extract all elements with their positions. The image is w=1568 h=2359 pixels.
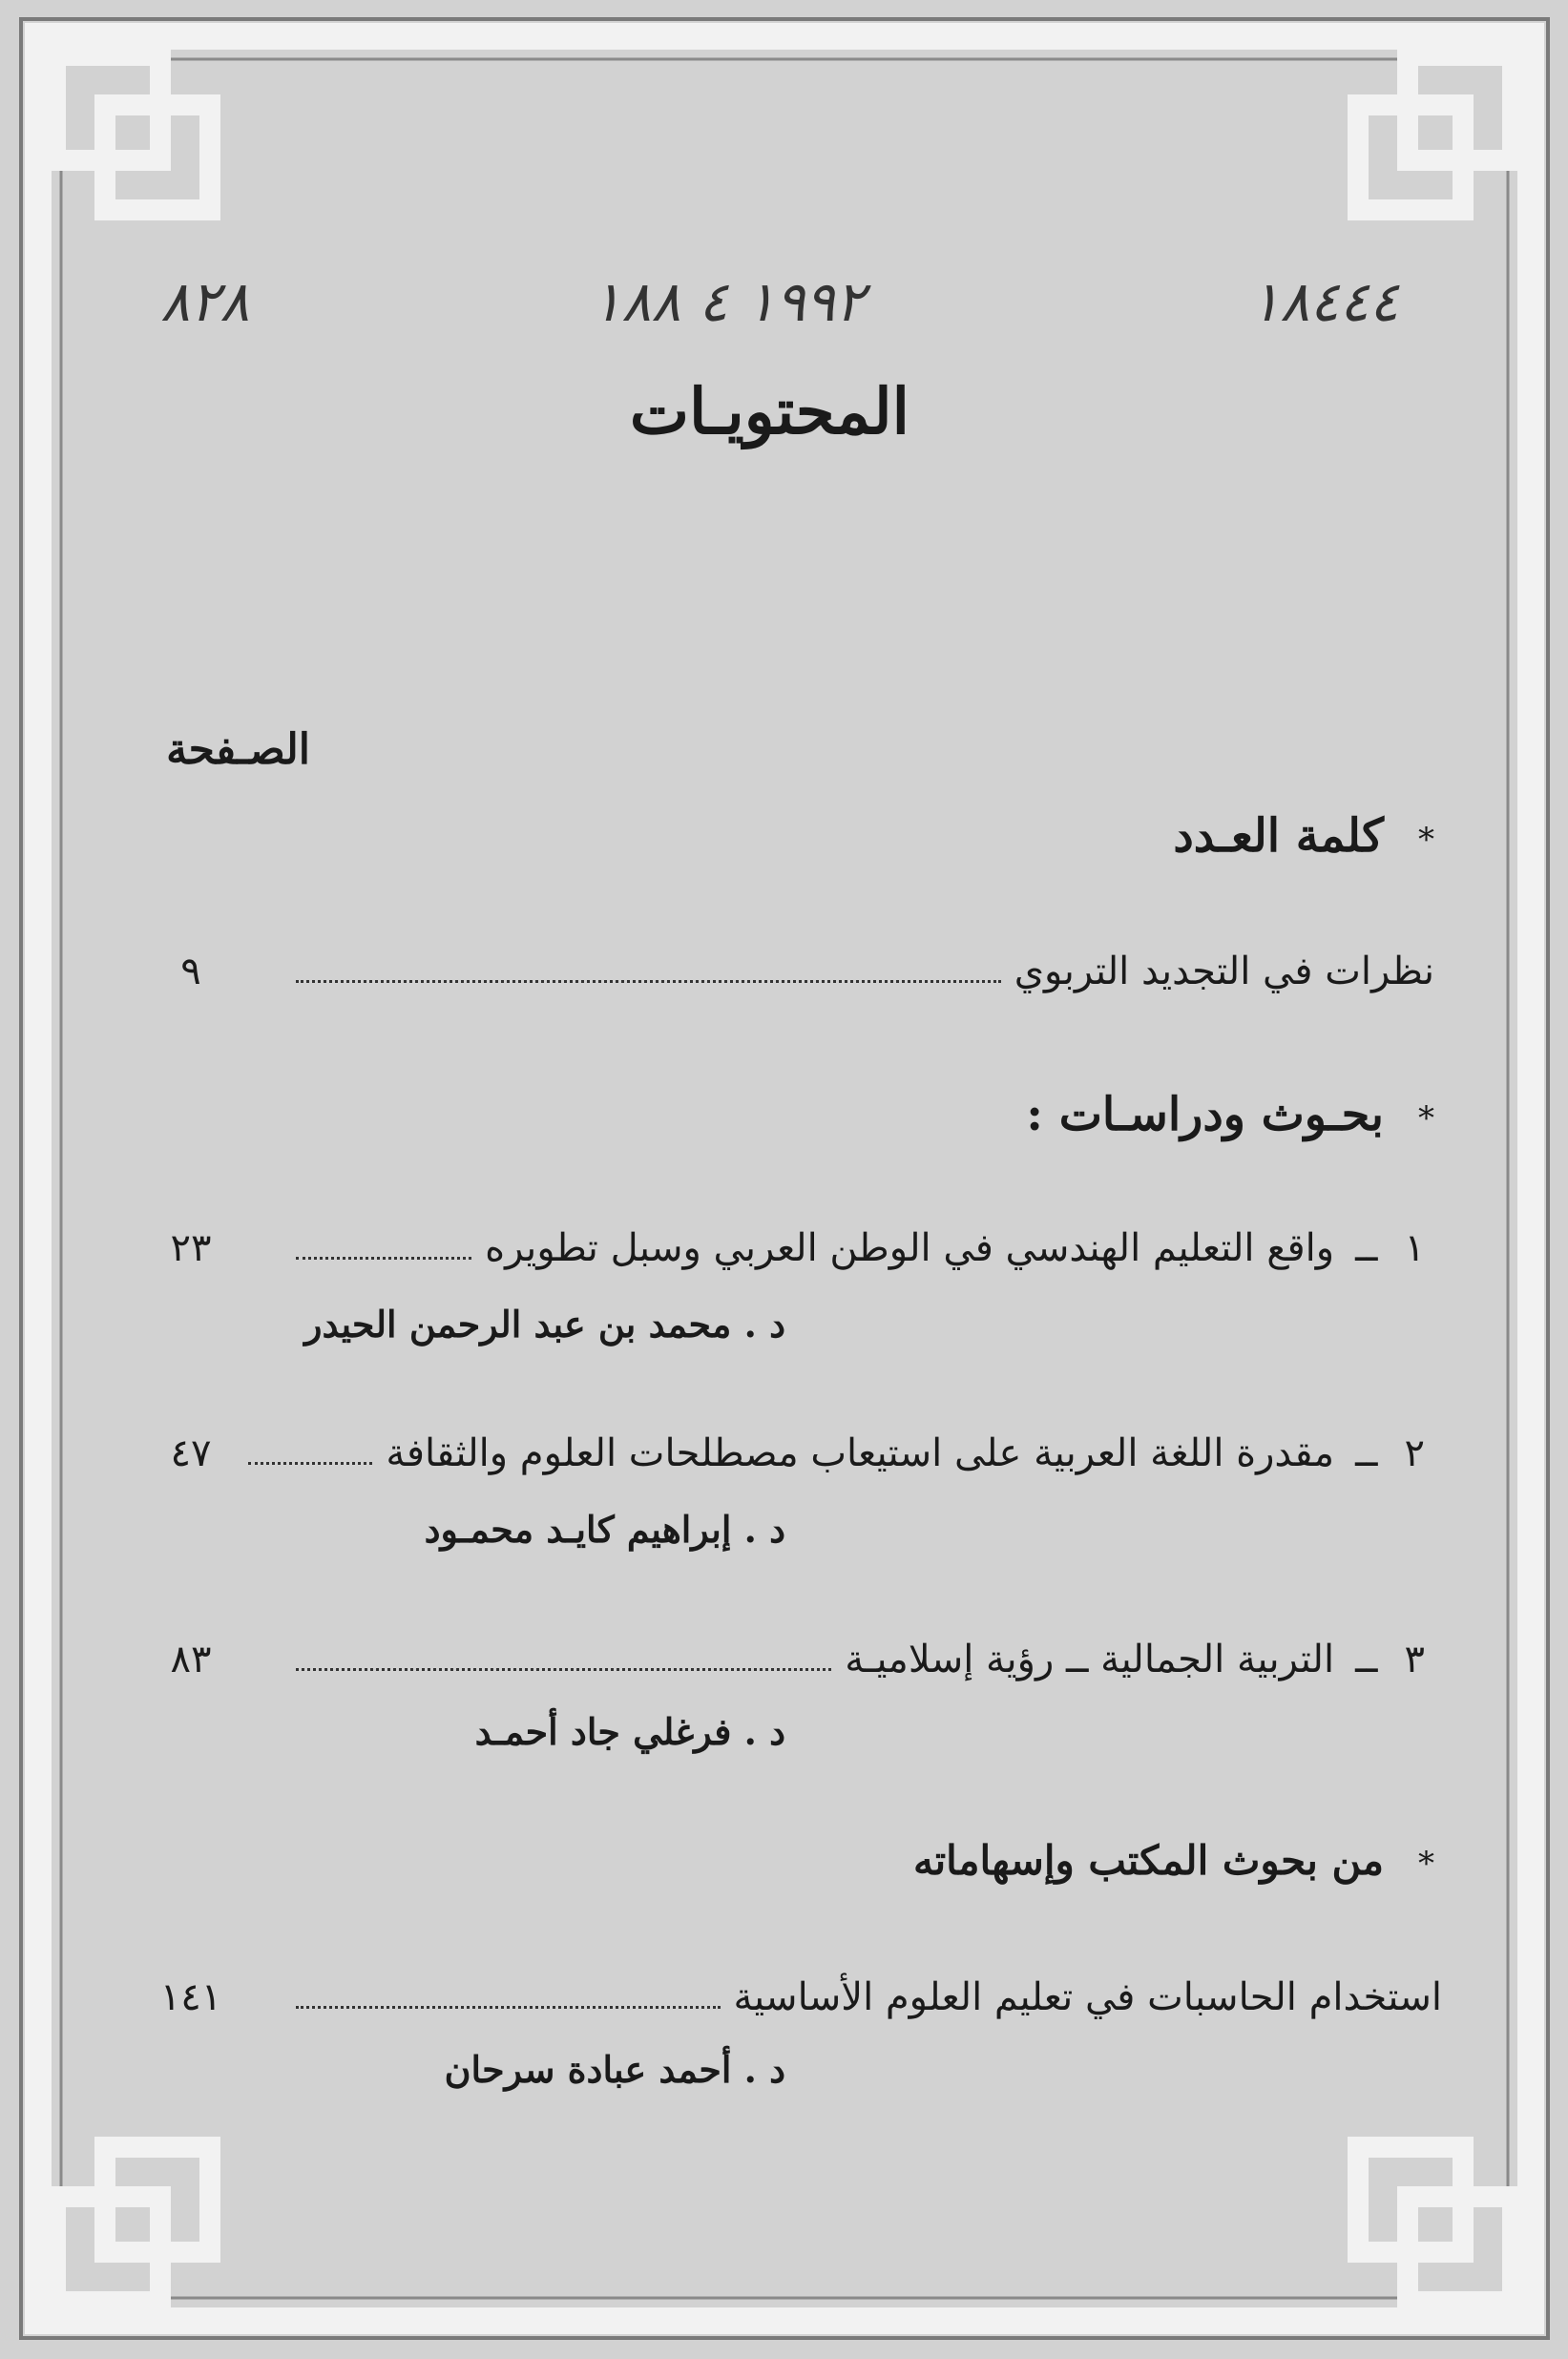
leader-dots: [296, 2006, 721, 2009]
entry-dash: ــ: [1355, 1226, 1378, 1270]
section-heading-research: [1026, 1088, 1434, 1141]
entry-page-number: ٤٧: [170, 1431, 212, 1475]
asterisk-icon: *: [1418, 1845, 1434, 1883]
entry-dash: ــ: [1355, 1638, 1378, 1681]
corner-knot-top-right: [1358, 55, 1513, 210]
handwritten-note-middle: ١٩٩٢ ٤ ١٨٨: [592, 269, 866, 334]
toc-entry[interactable]: [153, 1431, 1425, 1475]
toc-entry[interactable]: [153, 1975, 1442, 2019]
toc-entry[interactable]: [153, 950, 1434, 993]
corner-knot-top-left: [55, 55, 210, 210]
entry-page-number: ٨٣: [170, 1638, 212, 1681]
asterisk-icon: *: [1418, 1098, 1434, 1138]
entry-page-number: ٩: [180, 950, 201, 993]
entry-title: التربية الجمالية ــ رؤية إسلاميـة: [845, 1638, 1335, 1681]
entry-title: واقع التعليم الهندسي في الوطن العربي وسبل تطويره: [485, 1226, 1335, 1270]
toc-entry[interactable]: [153, 1638, 1425, 1681]
page-column-label: الصـفحة: [166, 725, 310, 774]
section-heading-editorial: [1173, 809, 1434, 863]
entry-title: نظرات في التجديد التربوي: [1014, 950, 1434, 993]
entry-title: استخدام الحاسبات في تعليم العلوم الأساسية: [733, 1975, 1442, 2019]
entry-page-number: ٢٣: [170, 1226, 212, 1270]
section-heading-text: من بحوث المكتب وإسهاماته: [912, 1837, 1384, 1884]
entry-number: ٣: [1404, 1638, 1425, 1681]
leader-dots: [296, 1668, 831, 1671]
leader-dots: [296, 1257, 471, 1260]
asterisk-icon: *: [1418, 820, 1434, 859]
handwritten-note-right: ١٨٤٤٤: [1250, 269, 1399, 334]
entry-dash: ــ: [1355, 1431, 1378, 1475]
corner-knot-bottom-right: [1358, 2147, 1513, 2302]
page-title: المحتويـات: [629, 374, 909, 449]
entry-author: د . محمد بن عبد الرحمن الحيدر: [304, 1303, 785, 1346]
section-heading-office-research: [913, 1837, 1434, 1884]
leader-dots: [296, 980, 1001, 983]
section-heading-text: بحـوث ودراسـات :: [1026, 1088, 1384, 1141]
entry-author: د . أحمد عبادة سرحان: [444, 2048, 785, 2091]
handwritten-note-left: ٨٢٨: [160, 269, 250, 334]
section-heading-text: كلمة العـدد: [1173, 809, 1384, 863]
entry-page-number: ١٤١: [159, 1975, 222, 2019]
entry-author: د . فرغلي جاد أحمـد: [474, 1710, 785, 1753]
entry-number: ١: [1404, 1226, 1425, 1270]
corner-knot-bottom-left: [55, 2147, 210, 2302]
toc-entry[interactable]: [153, 1226, 1425, 1270]
leader-dots: [248, 1462, 372, 1465]
entry-author: د . إبراهيم كايـد محمـود: [424, 1508, 785, 1551]
entry-title: مقدرة اللغة العربية على استيعاب مصطلحات العلوم والثقافة: [386, 1431, 1335, 1475]
entry-number: ٢: [1404, 1431, 1425, 1475]
